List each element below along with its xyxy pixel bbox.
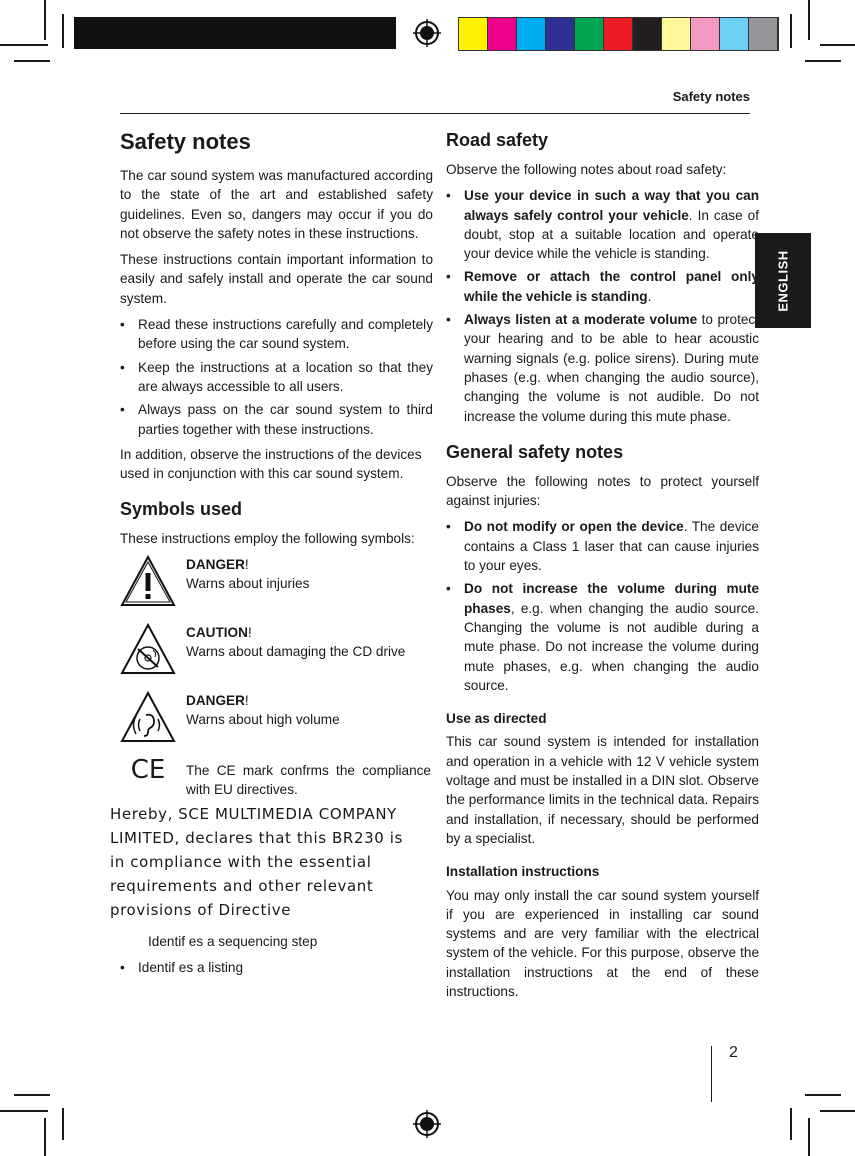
listing-bullet: • — [120, 960, 125, 975]
list-item — [446, 186, 759, 263]
crop-mark — [820, 1110, 855, 1112]
color-swatch — [517, 18, 546, 50]
color-swatch — [749, 18, 778, 50]
intro-paragraph: These instructions contain important information to easily and safely install and operate the car sound system. — [120, 252, 433, 306]
symbol-excl: ! — [244, 692, 249, 708]
list-item-text: . The device contains a Class 1 laser that can cause injuries to your eyes. — [464, 519, 759, 574]
print-black-bar — [74, 17, 396, 49]
color-swatch — [459, 18, 488, 50]
high-volume-icon — [120, 691, 176, 745]
crop-mark — [0, 1110, 48, 1112]
list-item: • Keep the instructions at a location so that they are always accessible to all users. — [120, 358, 433, 397]
directed-paragraph: This car sound system is intended for installation and operation in a vehicle with 12 V vehicle system voltage and must be installed in a DIN slot. Observe the performance limits in the technical data. Repairs and installation, if necessary, should be performed by a specialist. — [446, 734, 759, 846]
warning-triangle-icon — [120, 555, 176, 609]
list-item-text: . In case of doubt, stop at a suitable location and operate your device while the vehicle is standing. — [464, 207, 759, 262]
listing-legend — [120, 960, 243, 975]
symbols-intro: These instructions employ the following symbols: — [120, 531, 415, 547]
symbol-label: DANGER — [186, 692, 245, 708]
crop-mark — [805, 60, 841, 62]
color-swatch — [604, 18, 633, 50]
registration-mark-icon — [413, 19, 441, 47]
instructions-list — [120, 315, 433, 439]
section-title-road-safety: Road safety — [446, 130, 549, 150]
color-swatch — [575, 18, 604, 50]
list-item — [446, 310, 759, 426]
color-swatch — [720, 18, 749, 50]
symbol-description: Warns about high volume — [186, 712, 340, 728]
list-item-text: , e.g. when changing the audio source. Changing the volume is not audible during a mute phase. Do not increase the volume during mute phases, e.g. when changing the audio source. — [464, 600, 759, 693]
symbol-description: Warns about damaging the CD drive — [186, 644, 406, 660]
crop-mark — [0, 44, 48, 46]
crop-mark — [44, 1118, 46, 1156]
crop-mark — [805, 1094, 841, 1096]
list-item-bold: Do not increase the volume during mute phases — [464, 581, 759, 616]
ce-mark-icon: CE — [130, 754, 166, 785]
list-item-text: . — [647, 288, 652, 304]
section-title-use-as-directed: Use as directed — [446, 711, 547, 727]
cd-damage-icon — [120, 623, 176, 677]
section-title-symbols: Symbols used — [120, 499, 243, 520]
crop-mark — [790, 1108, 792, 1140]
symbol-row — [120, 555, 433, 609]
list-item-bold: Do not modify or open the device — [464, 519, 684, 535]
addition-paragraph: In addition, observe the instructions of the devices used in conjunction with this car sound system. — [120, 446, 422, 482]
road-safety-list — [446, 186, 759, 426]
list-item — [446, 579, 759, 695]
crop-mark — [62, 1108, 64, 1140]
symbol-row — [120, 691, 433, 745]
page-number: 2 — [729, 1044, 738, 1061]
crop-mark — [820, 44, 855, 46]
symbol-row — [120, 623, 433, 677]
color-swatch — [691, 18, 720, 50]
color-swatch-bar — [458, 17, 779, 51]
section-title-installation: Installation instructions — [446, 864, 600, 880]
color-swatch — [633, 18, 662, 50]
installation-paragraph: You may only install the car sound system yourself if you are experienced in installing car sound systems and are very familiar with the electrical system of the vehicle. For this purpose, observe the installation instructions at the end of these instructions. — [446, 887, 759, 999]
crop-mark — [62, 14, 64, 48]
color-swatch — [662, 18, 691, 50]
registration-mark-icon — [413, 1110, 441, 1138]
symbol-label: CAUTION — [186, 624, 248, 640]
general-safety-list — [446, 517, 759, 695]
symbol-label: DANGER — [186, 556, 245, 572]
color-swatch — [546, 18, 575, 50]
crop-mark — [790, 14, 792, 48]
list-item — [446, 517, 759, 575]
road-intro: Observe the following notes about road safety: — [446, 162, 727, 177]
language-tab — [755, 233, 811, 328]
intro-paragraph: The car sound system was manufactured according to the state of the art and established safety guidelines. Even so, dangers may occur if you do not observe the safety notes in these instructions. — [120, 168, 433, 241]
section-title-safety-notes: Safety notes — [120, 129, 251, 154]
list-item-text: to protect your hearing and to be able to hear acoustic warning signals (e.g. police sirens). During mute phases (e.g. when changing the audio source), changing the volume is not audible. Do not increase the volume during this mute phase. — [464, 312, 759, 424]
ce-text: The CE mark confrms the compliance with EU directives. — [186, 762, 431, 798]
list-item: • Always pass on the car sound system to third parties together with these instructions. — [120, 400, 433, 439]
symbol-excl: ! — [247, 624, 252, 640]
crop-mark — [808, 0, 810, 40]
right-column — [446, 128, 759, 1008]
ce-row — [120, 754, 433, 800]
running-header: Safety notes — [672, 89, 750, 104]
declaration-text: Hereby, SCE MULTIMEDIA COMPANY LIMITED, declares that this BR230 is in compliance with the essential requirements and other relevant provisions of Directive — [110, 805, 403, 919]
listing-legend-text: Identif es a listing — [138, 960, 244, 975]
language-tab-label: ENGLISH — [775, 249, 791, 312]
crop-mark — [14, 60, 50, 62]
section-title-general-safety: General safety notes — [446, 441, 624, 462]
crop-mark — [14, 1094, 50, 1096]
list-item — [446, 267, 759, 306]
page-number-divider — [711, 1046, 712, 1102]
list-item-bold: Use your device in such a way that you can always safely control your vehicle — [464, 188, 759, 223]
symbol-description: Warns about injuries — [186, 576, 310, 592]
crop-mark — [44, 0, 46, 40]
left-column — [120, 128, 433, 799]
list-item: • Read these instructions carefully and completely before using the car sound system. — [120, 315, 433, 354]
color-swatch — [488, 18, 517, 50]
list-item-bold: Remove or attach the control panel only while the vehicle is standing — [464, 269, 759, 304]
general-intro: Observe the following notes to protect yourself against injuries: — [446, 473, 759, 509]
symbol-excl: ! — [244, 556, 249, 572]
list-item-bold: Always listen at a moderate volume — [464, 312, 698, 328]
sequencing-legend: Identif es a sequencing step — [148, 934, 318, 949]
header-divider — [120, 113, 750, 114]
crop-mark — [808, 1118, 810, 1156]
